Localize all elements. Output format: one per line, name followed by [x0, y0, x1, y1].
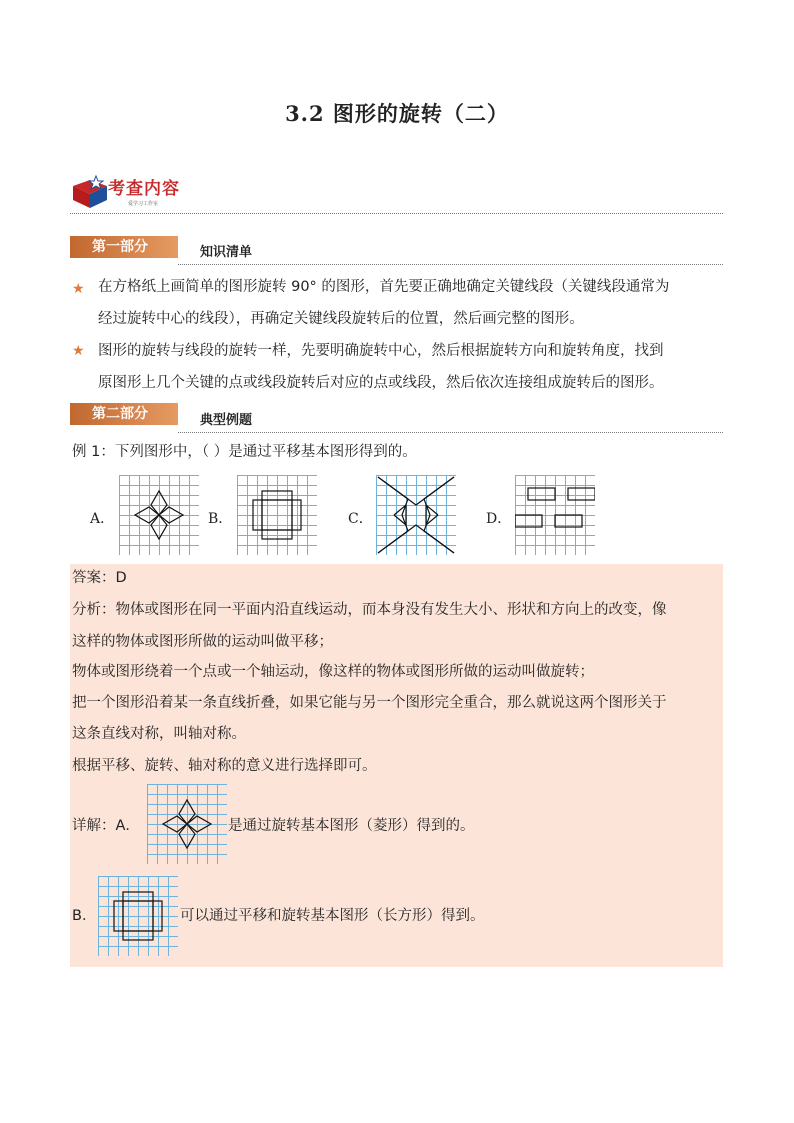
- logo-subtitle: 爱学习工作室: [128, 201, 159, 207]
- bullet-2-line-1: 图形的旋转与线段的旋转一样，先要明确旋转中心，然后根据旋转方向和旋转角度，找到: [98, 343, 664, 359]
- detail-b-text: 可以通过平移和旋转基本图形（长方形）得到。: [180, 908, 485, 924]
- analysis-line-5: 这条直线对称，叫轴对称。: [72, 726, 246, 742]
- example-question: 例 1：下列图形中，（ ）是通过平移基本图形得到的。: [72, 444, 417, 460]
- option-d-label: D．: [486, 511, 512, 527]
- grid-lines: [376, 475, 456, 555]
- detail-a-text: 是通过旋转基本图形（菱形）得到的。: [228, 818, 475, 834]
- section-tag-1: 第一部分: [70, 236, 178, 258]
- detail-b-figure: [98, 876, 178, 956]
- section-divider-1: [178, 264, 723, 265]
- answer-line: 答案：D: [72, 570, 127, 586]
- analysis-line-6: 根据平移、旋转、轴对称的意义进行选择即可。: [72, 758, 377, 774]
- analysis-line-3: 物体或图形绕着一个点或一个轴运动，像这样的物体或图形所做的运动叫做旋转；: [72, 664, 594, 680]
- book-logo-icon: [70, 172, 110, 212]
- option-c-figure: [376, 475, 456, 555]
- bullet-2-line-2: 原图形上几个关键的点或线段旋转后对应的点或线段，然后依次连接组成旋转后的图形。: [98, 375, 664, 391]
- star-icon: ★: [72, 281, 85, 297]
- detail-a-prefix: 详解：A．: [72, 818, 140, 834]
- detail-b-prefix: B．: [72, 908, 97, 924]
- option-b-label: B．: [208, 511, 233, 527]
- analysis-line-1: 分析：物体或图形在同一平面内沿直线运动，而本身没有发生大小、形状和方向上的改变，像: [72, 602, 667, 618]
- section-name-1: 知识清单: [200, 245, 253, 260]
- logo-title: 考查内容: [108, 179, 180, 199]
- section-tag-2: 第二部分: [70, 403, 178, 425]
- detail-a-figure: [147, 784, 227, 864]
- page-title: 3.2 图形的旋转（二）: [285, 101, 509, 126]
- bullet-1-line-1: 在方格纸上画简单的图形旋转 90° 的图形，首先要正确地确定关键线段（关键线段通常为: [98, 279, 670, 295]
- option-c-label: C．: [348, 511, 373, 527]
- analysis-line-2: 这样的物体或图形所做的运动叫做平移；: [72, 634, 333, 650]
- option-a-figure: [119, 475, 199, 555]
- grid-lines: [237, 475, 317, 555]
- option-d-figure: [515, 475, 595, 555]
- section-name-2: 典型例题: [200, 413, 253, 428]
- star-icon: ★: [72, 343, 85, 359]
- option-a-label: A．: [90, 511, 115, 527]
- header-divider: [70, 213, 723, 214]
- analysis-line-4: 把一个图形沿着某一条直线折叠，如果它能与另一个图形完全重合，那么就说这两个图形关于: [72, 695, 667, 711]
- section-divider-2: [178, 432, 723, 433]
- grid-lines: [98, 876, 178, 956]
- bullet-1-line-2: 经过旋转中心的线段），再确定关键线段旋转后的位置，然后画完整的图形。: [98, 311, 584, 327]
- option-b-figure: [237, 475, 317, 555]
